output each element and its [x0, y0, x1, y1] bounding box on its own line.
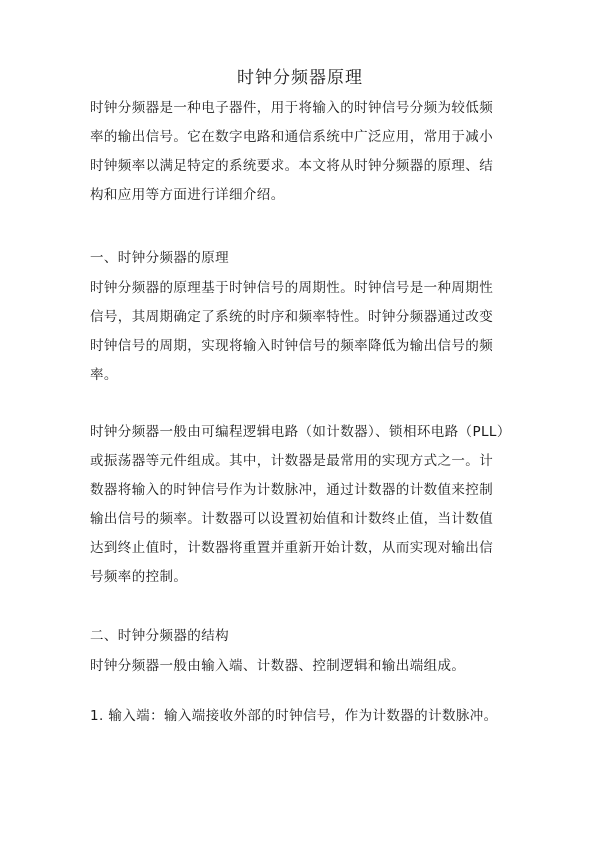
page-title: 时钟分频器原理	[237, 68, 363, 88]
text-line: 数器将输入的时钟信号作为计数脉冲，通过计数器的计数值来控制	[90, 482, 494, 498]
text-line: 时钟分频器一般由可编程逻辑电路（如计数器）、锁相环电路（PLL）	[90, 424, 511, 440]
text-line: 时钟分频器是一种电子器件，用于将输入的时钟信号分频为较低频	[90, 100, 494, 116]
principle-paragraph-1	[90, 274, 522, 390]
text-line: 或振荡器等元件组成。其中，计数器是最常用的实现方式之一。计	[90, 453, 494, 469]
text-line: 时钟信号的周期，实现将输入时钟信号的频率降低为输出信号的频	[90, 338, 494, 354]
structure-item-input: 1. 输入端：输入端接收外部的时钟信号，作为计数器的计数脉冲。	[90, 708, 498, 724]
section-heading-principle: 一、时钟分频器的原理	[90, 250, 229, 266]
text-line: 时钟频率以满足特定的系统要求。本文将从时钟分频器的原理、结	[90, 158, 494, 174]
structure-paragraph: 时钟分频器一般由输入端、计数器、控制逻辑和输出端组成。	[90, 658, 466, 674]
intro-paragraph	[90, 94, 522, 210]
text-line: 输出信号的频率。计数器可以设置初始值和计数终止值，当计数值	[90, 511, 494, 527]
text-line: 时钟分频器的原理基于时钟信号的周期性。时钟信号是一种周期性	[90, 280, 494, 296]
text-line: 率。	[90, 367, 118, 383]
section-heading-structure: 二、时钟分频器的结构	[90, 628, 229, 644]
text-line: 率的输出信号。它在数字电路和通信系统中广泛应用，常用于减小	[90, 129, 494, 145]
text-line: 达到终止值时，计数器将重置并重新开始计数，从而实现对输出信	[90, 540, 494, 556]
text-line: 构和应用等方面进行详细介绍。	[90, 187, 285, 203]
principle-paragraph-2	[90, 418, 522, 592]
text-line: 号频率的控制。	[90, 569, 188, 585]
text-line: 信号，其周期确定了系统的时序和频率特性。时钟分频器通过改变	[90, 309, 494, 325]
